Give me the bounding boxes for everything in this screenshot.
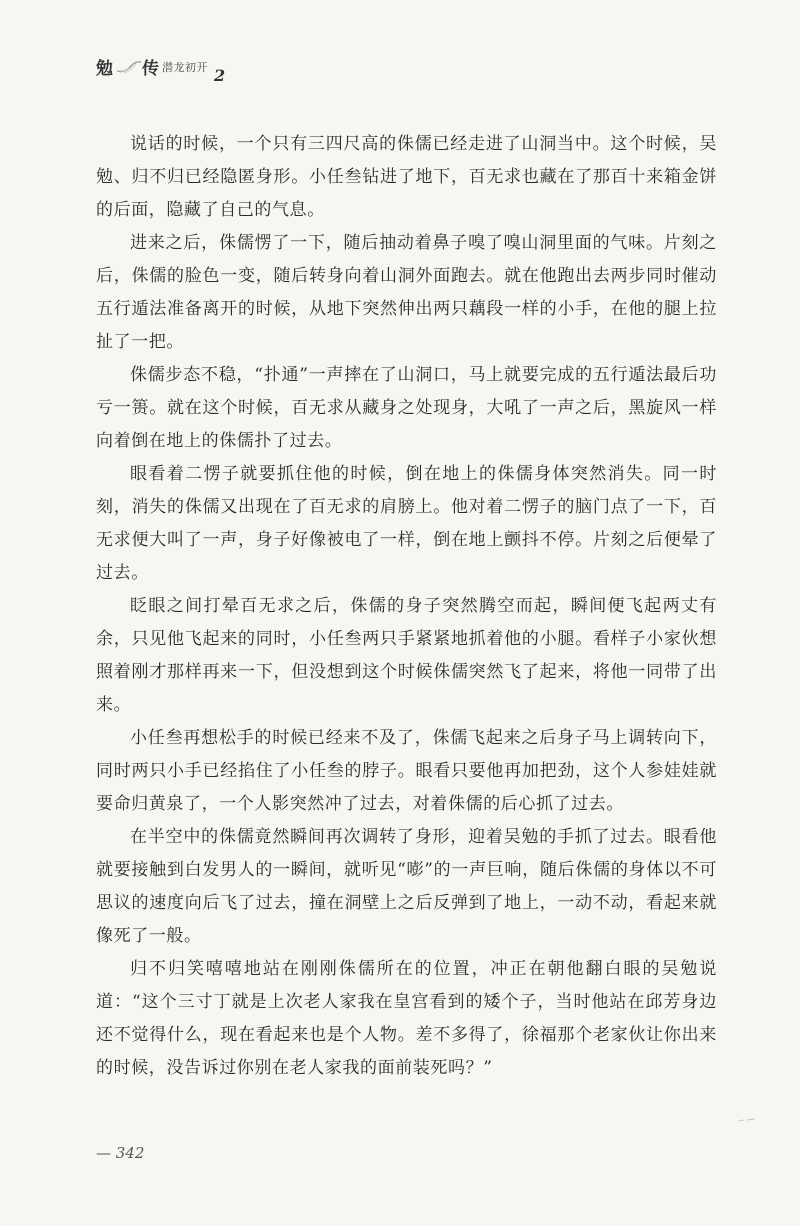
series-title-char-2: 传	[142, 59, 159, 79]
body-text	[96, 128, 717, 1085]
paragraph: 归不归笑嘻嘻地站在刚刚侏儒所在的位置，冲正在朝他翻白眼的吴勉说道：“这个三寸丁就是上次老人家我在皇宫看到的矮个子，当时他站在邱芳身边还不觉得什么，现在看起来也是个人物。差不多得了，徐福那个老家伙让你出来的时候，没告诉过你别在老人家我的面前装死吗？”	[96, 959, 717, 1078]
running-header	[96, 50, 296, 90]
paragraph: 侏儒步态不稳，“扑通”一声摔在了山洞口，马上就要完成的五行遁法最后功亏一篑。就在这个时候，百无求从藏身之处现身，大吼了一声之后，黑旋风一样向着倒在地上的侏儒扑了过去。	[96, 365, 717, 451]
page-number: — 342	[96, 1144, 145, 1162]
volume-number: 2	[214, 66, 226, 85]
scan-speck-icon	[738, 1118, 756, 1122]
paragraph: 眨眼之间打晕百无求之后，侏儒的身子突然腾空而起，瞬间便飞起两丈有余，只见他飞起来的同时，小任叁两只手紧紧地抓着他的小腿。看样子小家伙想照着刚才那样再来一下，但没想到这个时候侏儒突然飞了起来，将他一同带了出来。	[96, 596, 717, 715]
paragraph: 小任叁再想松手的时候已经来不及了，侏儒飞起来之后身子马上调转向下，同时两只小手已经掐住了小任叁的脖子。眼看只要他再加把劲，这个人参娃娃就要命归黄泉了，一个人影突然冲了过去，对着侏儒的后心抓了过去。	[96, 728, 717, 814]
swoosh-ornament-icon	[116, 60, 142, 74]
paragraph: 进来之后，侏儒愣了一下，随后抽动着鼻子嗅了嗅山洞里面的气味。片刻之后，侏儒的脸色一变，随后转身向着山洞外面跑去。就在他跑出去两步同时催动五行遁法准备离开的时候，从地下突然伸出两只藕段一样的小手，在他的腿上拉扯了一把。	[96, 233, 717, 352]
paragraph: 说话的时候，一个只有三四尺高的侏儒已经走进了山洞当中。这个时候，吴勉、归不归已经隐匿身形。小任叁钻进了地下，百无求也藏在了那百十来箱金饼的后面，隐藏了自己的气息。	[96, 134, 717, 220]
volume-subtitle: 潜龙初开	[162, 61, 208, 74]
paragraph: 眼看着二愣子就要抓住他的时候，倒在地上的侏儒身体突然消失。同一时刻，消失的侏儒又出现在了百无求的肩膀上。他对着二愣子的脑门点了一下，百无求便大叫了一声，身子好像被电了一样，倒在地上颤抖不停。片刻之后便晕了过去。	[96, 464, 717, 583]
series-title-char-1: 勉	[96, 59, 113, 79]
paragraph: 在半空中的侏儒竟然瞬间再次调转了身形，迎着吴勉的手抓了过去。眼看他就要接触到白发男人的一瞬间，就听见“嘭”的一声巨响，随后侏儒的身体以不可思议的速度向后飞了过去，撞在洞壁上之后反弹到了地上，一动不动，看起来就像死了一般。	[96, 827, 717, 946]
